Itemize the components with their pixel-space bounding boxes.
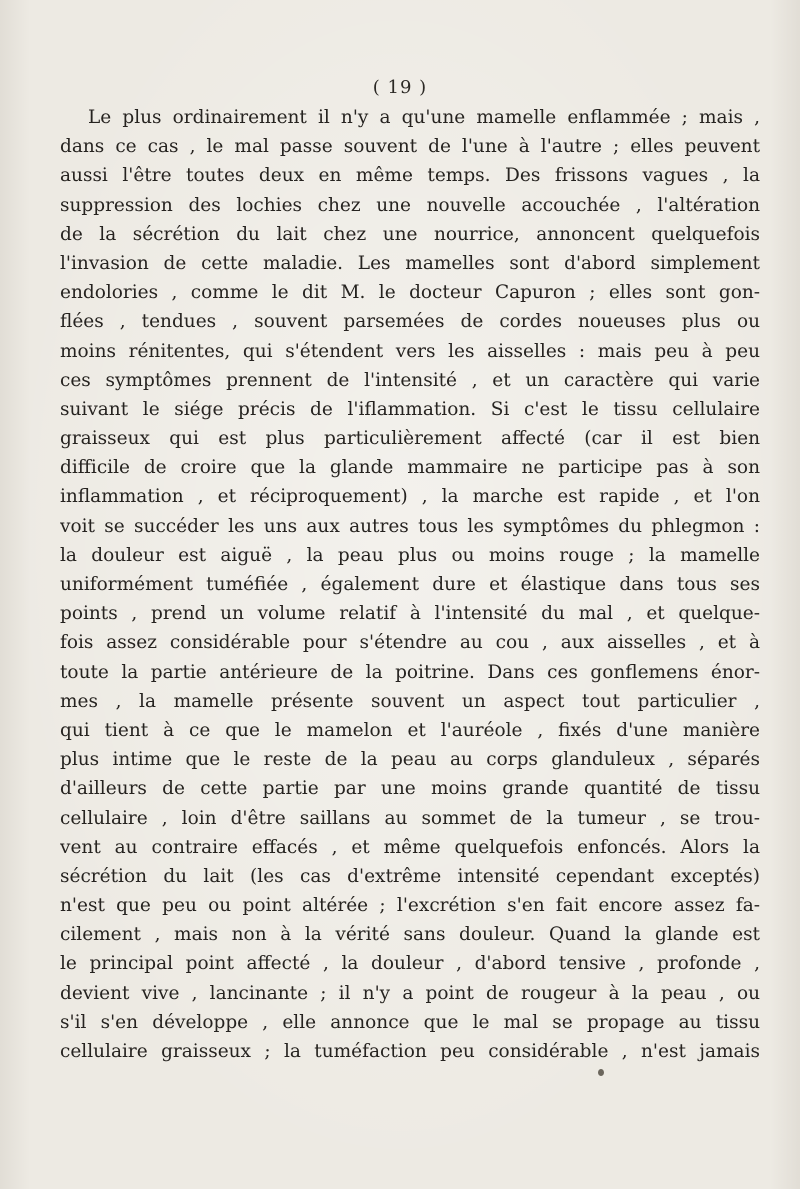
text-line: dans ce cas , le mal passe souvent de l'une à l'autre ; elles peuvent <box>60 136 760 158</box>
text-line: toute la partie antérieure de la poitrine. Dans ces gonflemens énor- <box>60 661 760 683</box>
text-line: de la sécrétion du lait chez une nourrice, annoncent quelquefois <box>60 223 760 245</box>
text-line: devient vive , lancinante ; il n'y a point de rougeur à la peau , ou <box>60 982 760 1004</box>
text-line: l'invasion de cette maladie. Les mamelles sont d'abord simplement <box>60 252 760 274</box>
text-line: vent au contraire effacés , et même quelquefois enfoncés. Alors la <box>60 836 760 858</box>
text-line: la douleur est aiguë , la peau plus ou moins rouge ; la mamelle <box>60 544 760 566</box>
text-line: cellulaire graisseux ; la tuméfaction peu considérable , n'est jamais <box>60 1041 760 1062</box>
text-line: sécrétion du lait (les cas d'extrême intensité cependant exceptés) <box>60 865 760 887</box>
text-line: cellulaire , loin d'être saillans au sommet de la tumeur , se trou- <box>60 807 760 829</box>
text-line: fois assez considérable pour s'étendre au cou , aux aisselles , et à <box>60 632 760 654</box>
text-line: moins rénitentes, qui s'étendent vers les aisselles : mais peu à peu <box>60 340 760 362</box>
text-line: n'est que peu ou point altérée ; l'excrétion s'en fait encore assez fa- <box>60 895 760 917</box>
ink-speck <box>598 1069 604 1076</box>
text-line: suivant le siége précis de l'iflammation. Si c'est le tissu cellulaire <box>60 398 760 420</box>
text-line: points , prend un volume relatif à l'intensité du mal , et quelque- <box>60 603 760 625</box>
text-line: mes , la mamelle présente souvent un aspect tout particulier , <box>60 690 760 712</box>
text-line: qui tient à ce que le mamelon et l'auréole , fixés d'une manière <box>60 719 760 741</box>
page-number: ( 19 ) <box>372 77 428 98</box>
text-line: voit se succéder les uns aux autres tous les symptômes du phlegmon : <box>60 515 760 537</box>
text-line: endolories , comme le dit M. le docteur Capuron ; elles sont gon- <box>60 282 760 304</box>
text-line: le principal point affecté , la douleur , d'abord tensive , profonde , <box>60 953 760 975</box>
text-line: s'il s'en développe , elle annonce que le mal se propage au tissu <box>60 1011 760 1033</box>
text-line: d'ailleurs de cette partie par une moins grande quantité de tissu <box>60 778 760 800</box>
text-line: Le plus ordinairement il n'y a qu'une mamelle enflammée ; mais , <box>88 107 760 128</box>
text-line: aussi l'être toutes deux en même temps. Des frissons vagues , la <box>60 165 760 187</box>
text-line: inflammation , et réciproquement) , la marche est rapide , et l'on <box>60 486 760 508</box>
text-line: plus intime que le reste de la peau au corps glanduleux , séparés <box>60 749 760 771</box>
text-line: suppression des lochies chez une nouvelle accouchée , l'altération <box>60 194 760 216</box>
text-line: difficile de croire que la glande mammaire ne participe pas à son <box>60 457 760 479</box>
text-line: ces symptômes prennent de l'intensité , et un caractère qui varie <box>60 369 760 391</box>
text-line: cilement , mais non à la vérité sans douleur. Quand la glande est <box>60 924 760 946</box>
text-line: graisseux qui est plus particulièrement affecté (car il est bien <box>60 428 760 450</box>
text-line: uniformément tuméfiée , également dure et élastique dans tous ses <box>60 574 760 595</box>
text-line: flées , tendues , souvent parsemées de cordes noueuses plus ou <box>60 311 760 333</box>
body-text <box>60 103 760 1066</box>
